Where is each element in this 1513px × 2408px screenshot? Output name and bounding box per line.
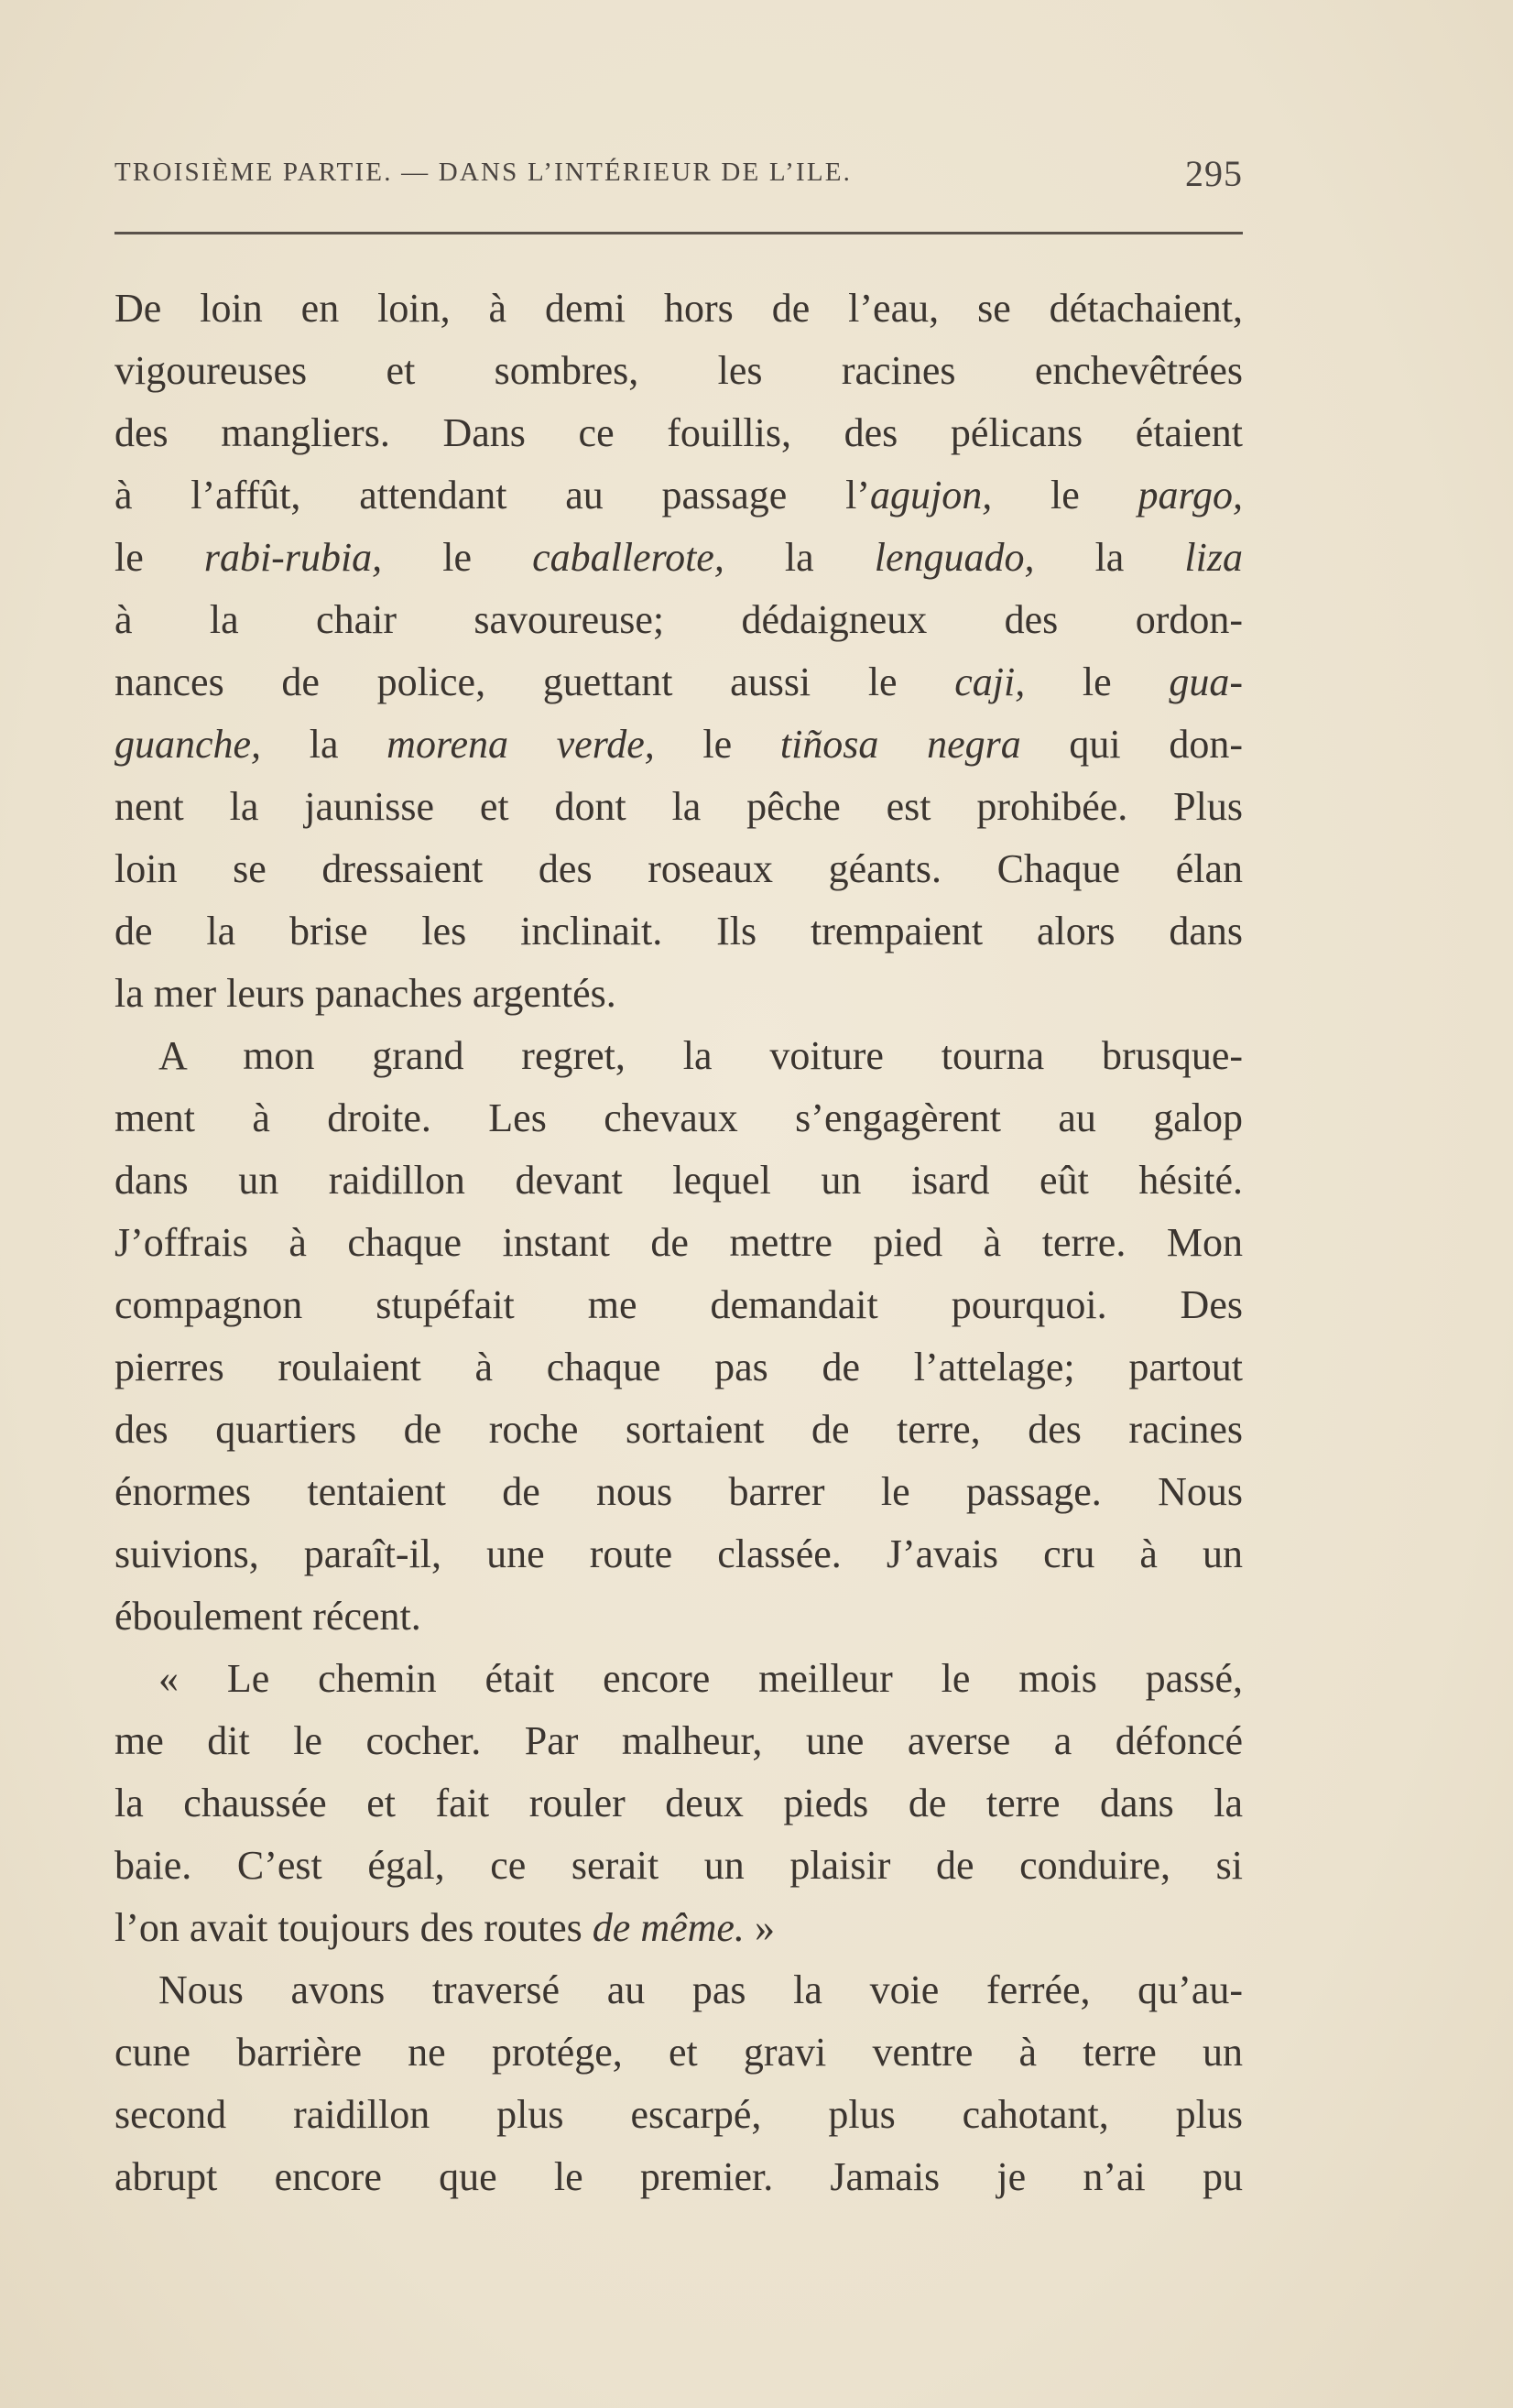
page-header (114, 153, 1243, 203)
text-line: vigoureuses et sombres, les racines enchevêtrées (114, 348, 1243, 393)
text-line: « Le chemin était encore meilleur le mois passé, (158, 1656, 1243, 1701)
text-line: des quartiers de roche sortaient de terre, des racines (114, 1407, 1243, 1452)
text-line: abrupt encore que le premier. Jamais je n’ai pu (114, 2154, 1243, 2199)
text-line: second raidillon plus escarpé, plus cahotant, plus (114, 2092, 1243, 2137)
text-line: l’on avait toujours des routes de même. » (114, 1905, 775, 1950)
text-line: nances de police, guettant aussi le caji, le gua- (114, 659, 1243, 704)
text-line: pierres roulaient à chaque pas de l’attelage; partout (114, 1345, 1243, 1389)
text-line: à la chair savoureuse; dédaigneux des ordon- (114, 597, 1243, 642)
text-line: ment à droite. Les chevaux s’engagèrent au galop (114, 1095, 1243, 1140)
text-line: cune barrière ne protége, et gravi ventre à terre un (114, 2030, 1243, 2075)
text-line: éboulement récent. (114, 1594, 421, 1639)
text-line: de la brise les inclinait. Ils trempaient alors dans (114, 909, 1243, 953)
text-line: suivions, paraît-il, une route classée. J’avais cru à un (114, 1531, 1243, 1576)
text-line: compagnon stupéfait me demandait pourquoi. Des (114, 1282, 1243, 1327)
text-line: baie. C’est égal, ce serait un plaisir de conduire, si (114, 1843, 1243, 1888)
running-title: TROISIÈME PARTIE. — DANS L’INTÉRIEUR DE L’ILE. (114, 158, 853, 187)
text-line: J’offrais à chaque instant de mettre pied à terre. Mon (114, 1220, 1243, 1265)
text-line: la mer leurs panaches argentés. (114, 971, 616, 1016)
text-line: Nous avons traversé au pas la voie ferrée, qu’au- (158, 1967, 1243, 2012)
text-line: A mon grand regret, la voiture tourna brusque- (158, 1033, 1243, 1078)
text-line: dans un raidillon devant lequel un isard eût hésité. (114, 1158, 1243, 1203)
text-line: à l’affût, attendant au passage l’agujon, le pargo, (114, 473, 1243, 518)
text-line: me dit le cocher. Par malheur, une averse a défoncé (114, 1718, 1243, 1763)
text-line: loin se dressaient des roseaux géants. Chaque élan (114, 846, 1243, 891)
body-text (114, 278, 1243, 2208)
text-line: la chaussée et fait rouler deux pieds de terre dans la (114, 1781, 1243, 1825)
text-line: guanche, la morena verde, le tiñosa negra qui don- (114, 722, 1243, 767)
text-line: énormes tentaient de nous barrer le passage. Nous (114, 1469, 1243, 1514)
text-line: le rabi-rubia, le caballerote, la lenguado, la liza (114, 535, 1243, 580)
page-number: 295 (1185, 153, 1243, 194)
header-rule (114, 232, 1243, 234)
text-line: De loin en loin, à demi hors de l’eau, se détachaient, (114, 286, 1243, 331)
text-line: des mangliers. Dans ce fouillis, des pélicans étaient (114, 410, 1243, 455)
text-line: nent la jaunisse et dont la pêche est prohibée. Plus (114, 784, 1243, 829)
